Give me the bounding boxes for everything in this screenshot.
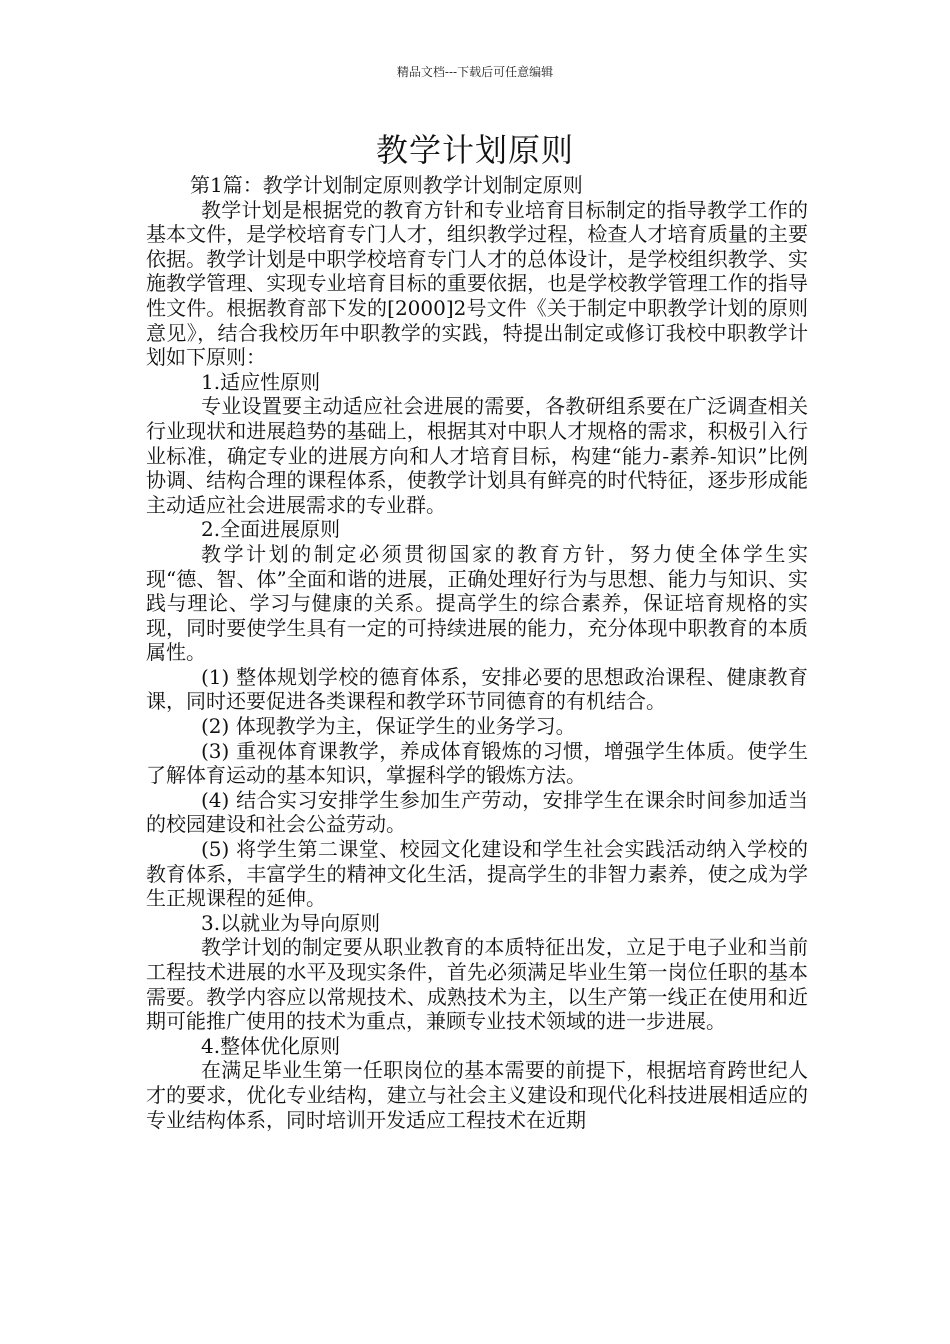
section-heading-optimization: 4.整体优化原则: [201, 1033, 341, 1058]
section-heading-adaptability: 1.适应性原则: [201, 369, 321, 394]
paragraph-intro: 教学计划是根据党的教育方针和专业培育目标制定的指导教学工作的基本文件，是学校培育专门人才，组织教学过程，检查人才培育质量的主要依据。教学计划是中职学校培育专门人才的总体设计，是学校组织教学、实施教学管理、实现专业培育目标的重要依据，也是学校教学管理工作的指导性文件。根据教育部下发的[2000]2号文件《关于制定中职教学计划的原则意见》，结合我校历年中职教学的实践，特提出制定或修订我校中职教学计划如下原则：: [146, 197, 808, 370]
paragraph-employment: 教学计划的制定要从职业教育的本质特征出发，立足于电子业和当前工程技术进展的水平及现实条件，首先必须满足毕业生第一岗位任职的基本需要。教学内容应以常规技术、成熟技术为主，以生产第一线正在使用和近期可能推广使用的技术为重点，兼顾专业技术领域的进一步进展。: [146, 935, 808, 1034]
list-item-2: (2) 体现教学为主，保证学生的业务学习。: [201, 714, 576, 739]
paragraph-optimization: 在满足毕业生第一任职岗位的基本需要的前提下，根据培育跨世纪人才的要求，优化专业结构，建立与社会主义建设和现代化科技进展相适应的专业结构体系，同时培训开发适应工程技术在近期: [146, 1058, 808, 1132]
paragraph-overall-development: 教学计划的制定必须贯彻国家的教育方针，努力使全体学生实现“德、智、体”全面和谐的进展，正确处理好行为与思想、能力与知识、实践与理论、学习与健康的关系。提高学生的综合素养，保证培育规格的实现，同时要使学生具有一定的可持续进展的能力，充分体现中职教育的本质属性。: [146, 541, 808, 665]
chapter-heading: 第1篇：教学计划制定原则教学计划制定原则: [190, 173, 583, 197]
list-item-5: (5) 将学生第二课堂、校园文化建设和学生社会实践活动纳入学校的教育体系，丰富学生的精神文化生活，提高学生的非智力素养，使之成为学生正规课程的延伸。: [146, 837, 808, 911]
document-body: [146, 173, 808, 1132]
list-item-4: (4) 结合实习安排学生参加生产劳动，安排学生在课余时间参加适当的校园建设和社会公益劳动。: [146, 787, 808, 837]
section-heading-employment: 3.以就业为导向原则: [201, 910, 381, 935]
page-header: 精品文档---下载后可任意编辑: [396, 65, 554, 79]
paragraph-adaptability: 专业设置要主动适应社会进展的需要，各教研组系要在广泛调查相关行业现状和进展趋势的基础上，根据其对中职人才规格的需求，积极引入行业标准，确定专业的进展方向和人才培育目标，构建“能力-素养-知识”比例协调、结构合理的课程体系，使教学计划具有鲜亮的时代特征，逐步形成能主动适应社会进展需求的专业群。: [146, 394, 808, 517]
section-heading-overall-development: 2.全面进展原则: [201, 517, 341, 542]
list-item-3: (3) 重视体育课教学，养成体育锻炼的习惯，增强学生体质。使学生了解体育运动的基本知识，掌握科学的锻炼方法。: [146, 738, 808, 788]
list-item-1: (1) 整体规划学校的德育体系，安排必要的思想政治课程、健康教育课，同时还要促进各类课程和教学环节同德育的有机结合。: [146, 664, 808, 714]
document-title: 教学计划原则: [375, 131, 574, 169]
